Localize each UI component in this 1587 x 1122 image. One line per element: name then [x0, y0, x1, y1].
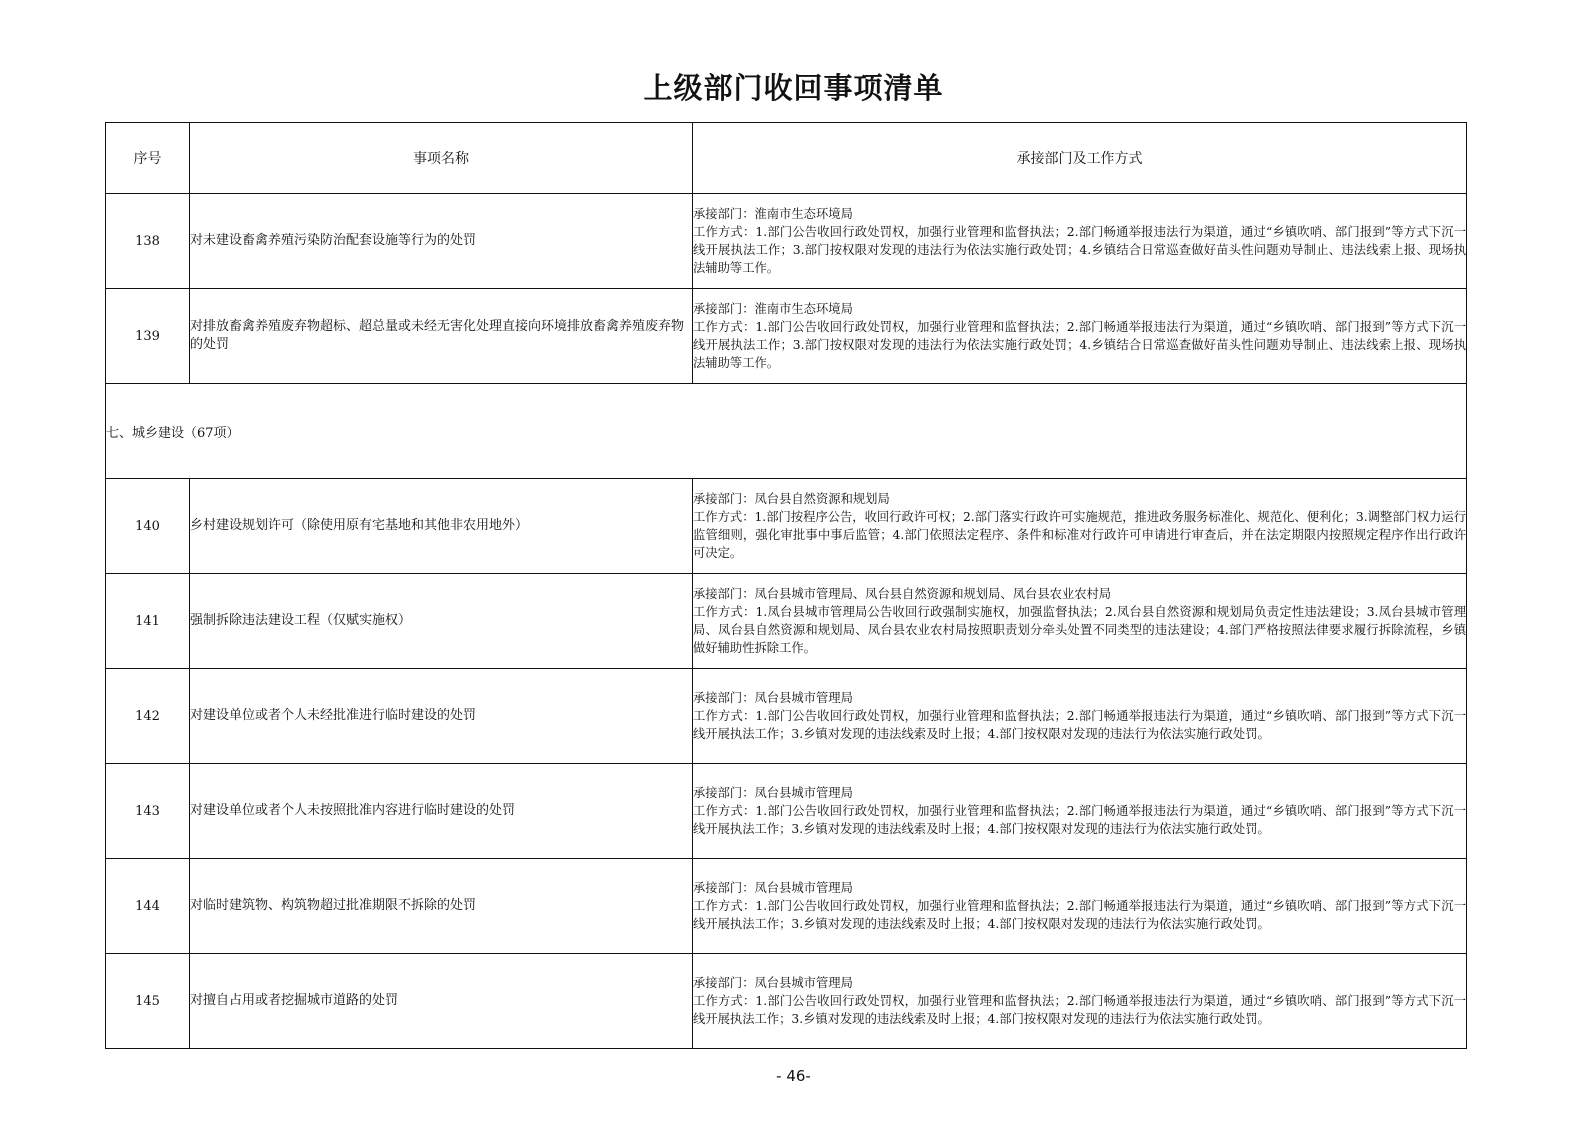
dept-line: 承接部门：淮南市生态环境局	[693, 207, 853, 221]
row-no: 145	[106, 954, 190, 1049]
row-no: 144	[106, 859, 190, 954]
dept-line: 承接部门：淮南市生态环境局	[693, 302, 853, 316]
row-dept	[693, 669, 1467, 764]
row-dept	[693, 289, 1467, 384]
dept-line: 承接部门：凤台县自然资源和规划局	[693, 492, 890, 506]
table-row	[106, 479, 1467, 574]
row-name: 对排放畜禽养殖废弃物超标、超总量或未经无害化处理直接向环境排放畜禽养殖废弃物的处罚	[190, 289, 693, 384]
work-method: 工作方式：1.部门公告收回行政处罚权，加强行业管理和监督执法；2.部门畅通举报违法行为渠道，通过“乡镇吹哨、部门报到”等方式下沉一线开展执法工作；3.乡镇对发现的违法线索及时上报；4.部门按权限对发现的违法行为依法实施行政处罚。	[693, 899, 1466, 931]
work-method: 工作方式：1.部门公告收回行政处罚权，加强行业管理和监督执法；2.部门畅通举报违法行为渠道，通过“乡镇吹哨、部门报到”等方式下沉一线开展执法工作；3.乡镇对发现的违法线索及时上报；4.部门按权限对发现的违法行为依法实施行政处罚。	[693, 709, 1466, 741]
row-dept	[693, 194, 1467, 289]
row-name: 强制拆除违法建设工程（仅赋实施权）	[190, 574, 693, 669]
row-no: 140	[106, 479, 190, 574]
page-title: 上级部门收回事项清单	[643, 71, 944, 105]
table-header-row	[106, 123, 1467, 194]
table-row	[106, 764, 1467, 859]
row-name: 对擅自占用或者挖掘城市道路的处罚	[190, 954, 693, 1049]
row-dept	[693, 479, 1467, 574]
dept-line: 承接部门：凤台县城市管理局	[693, 881, 853, 895]
table-row	[106, 289, 1467, 384]
table-row	[106, 859, 1467, 954]
table-row	[106, 954, 1467, 1049]
row-no: 143	[106, 764, 190, 859]
row-no: 141	[106, 574, 190, 669]
table-row	[106, 194, 1467, 289]
row-name: 对临时建筑物、构筑物超过批准期限不拆除的处罚	[190, 859, 693, 954]
row-no: 142	[106, 669, 190, 764]
row-name: 对建设单位或者个人未按照批准内容进行临时建设的处罚	[190, 764, 693, 859]
row-no: 138	[106, 194, 190, 289]
dept-line: 承接部门：凤台县城市管理局	[693, 691, 853, 705]
row-dept	[693, 859, 1467, 954]
table-row	[106, 574, 1467, 669]
work-method: 工作方式：1.凤台县城市管理局公告收回行政强制实施权，加强监督执法；2.凤台县自然资源和规划局负责定性违法建设；3.凤台县城市管理局、凤台县自然资源和规划局、凤台县农业农村局按照职责划分牵头处置不同类型的违法建设；4.部门严格按照法律要求履行拆除流程，乡镇做好辅助性拆除工作。	[693, 605, 1466, 655]
work-method: 工作方式：1.部门公告收回行政处罚权，加强行业管理和监督执法；2.部门畅通举报违法行为渠道，通过“乡镇吹哨、部门报到”等方式下沉一线开展执法工作；3.部门按权限对发现的违法行为依法实施行政处罚；4.乡镇结合日常巡查做好苗头性问题劝导制止、违法线索上报、现场执法辅助等工作。	[693, 320, 1466, 370]
row-no: 139	[106, 289, 190, 384]
items-table	[105, 122, 1467, 1049]
section-title: 七、城乡建设（67项）	[106, 384, 1467, 479]
page-number: - 46-	[776, 1067, 811, 1085]
header-dept: 承接部门及工作方式	[693, 123, 1467, 194]
section-row	[106, 384, 1467, 479]
dept-line: 承接部门：凤台县城市管理局、凤台县自然资源和规划局、凤台县农业农村局	[693, 587, 1112, 601]
row-dept	[693, 954, 1467, 1049]
header-name: 事项名称	[190, 123, 693, 194]
row-name: 乡村建设规划许可（除使用原有宅基地和其他非农用地外）	[190, 479, 693, 574]
work-method: 工作方式：1.部门公告收回行政处罚权，加强行业管理和监督执法；2.部门畅通举报违法行为渠道，通过“乡镇吹哨、部门报到”等方式下沉一线开展执法工作；3.乡镇对发现的违法线索及时上报；4.部门按权限对发现的违法行为依法实施行政处罚。	[693, 994, 1466, 1026]
row-name: 对未建设畜禽养殖污染防治配套设施等行为的处罚	[190, 194, 693, 289]
row-dept	[693, 764, 1467, 859]
work-method: 工作方式：1.部门公告收回行政处罚权，加强行业管理和监督执法；2.部门畅通举报违法行为渠道，通过“乡镇吹哨、部门报到”等方式下沉一线开展执法工作；3.部门按权限对发现的违法行为依法实施行政处罚；4.乡镇结合日常巡查做好苗头性问题劝导制止、违法线索上报、现场执法辅助等工作。	[693, 225, 1466, 275]
row-name: 对建设单位或者个人未经批准进行临时建设的处罚	[190, 669, 693, 764]
work-method: 工作方式：1.部门公告收回行政处罚权，加强行业管理和监督执法；2.部门畅通举报违法行为渠道，通过“乡镇吹哨、部门报到”等方式下沉一线开展执法工作；3.乡镇对发现的违法线索及时上报；4.部门按权限对发现的违法行为依法实施行政处罚。	[693, 804, 1466, 836]
header-no: 序号	[106, 123, 190, 194]
table-row	[106, 669, 1467, 764]
dept-line: 承接部门：凤台县城市管理局	[693, 976, 853, 990]
dept-line: 承接部门：凤台县城市管理局	[693, 786, 853, 800]
row-dept	[693, 574, 1467, 669]
work-method: 工作方式：1.部门按程序公告，收回行政许可权；2.部门落实行政许可实施规范，推进政务服务标准化、规范化、便利化；3.调整部门权力运行监管细则，强化审批事中事后监管；4.部门依照法定程序、条件和标准对行政许可申请进行审查后，并在法定期限内按照规定程序作出行政许可决定。	[693, 510, 1467, 560]
